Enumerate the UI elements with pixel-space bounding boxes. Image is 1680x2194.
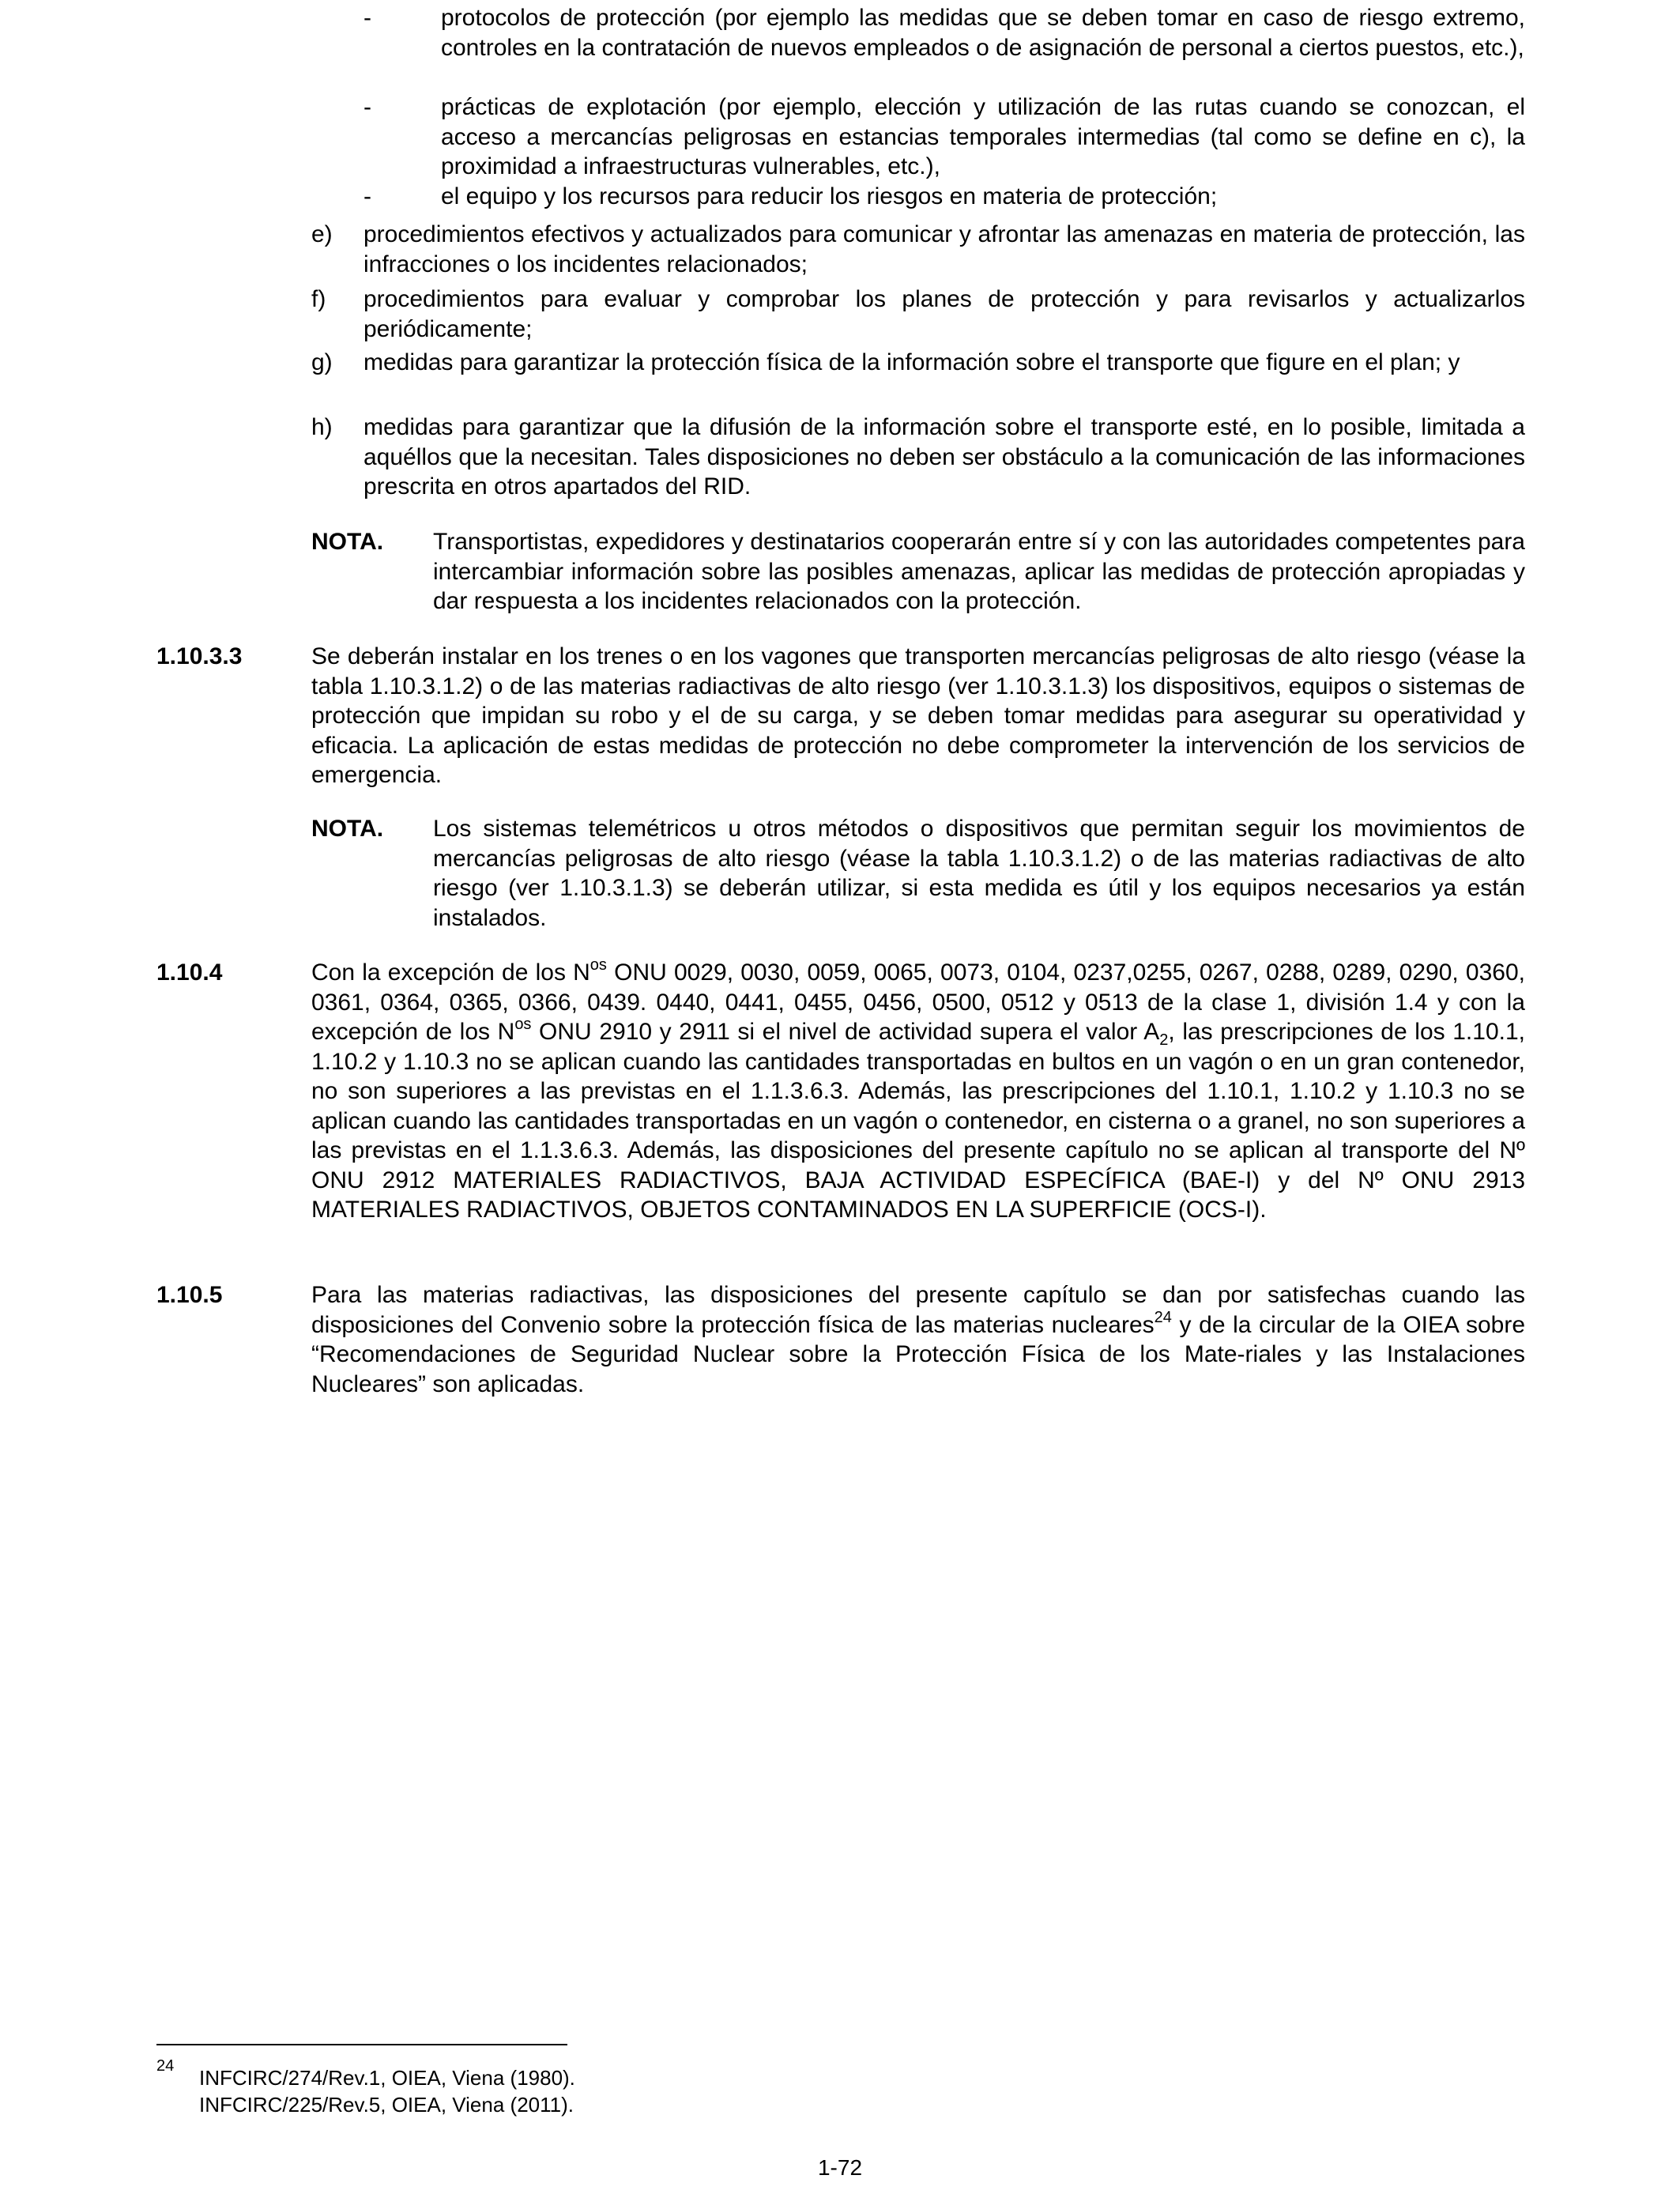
item-text: procedimientos efectivos y actualizados para comunicar y afrontar las amenazas en materia de protección, las infracciones o los incidentes relacionados; [363,221,1525,277]
dash-item-text: protocolos de protección (por ejemplo las medidas que se deben tomar en caso de riesgo extremo, controles en la contratación de nuevos empleados o de asignación de personal a ciertos puestos, etc.), [441,5,1525,61]
item-label: g) [311,349,333,375]
section-text: Se deberán instalar en los trenes o en los vagones que transporten mercancías peligrosas de alto riesgo (véase la tabla 1.10.3.1.2) o de las materias radiactivas de alto riesgo (ver 1.10.3.1.3) los dispositivos, equipos o sistemas de protección que impidan su robo y el de su carga, y se deben tomar medidas para asegurar su operatividad y eficacia. La aplicación de estas medidas de protección no debe comprometer la intervención de los servicios de emergencia. [311,643,1525,788]
footnote-number: 24 [156,2057,175,2075]
footnote-separator [156,2044,567,2045]
subscript: 2 [1159,1031,1169,1049]
section-number: 1.10.3.3 [156,643,243,669]
section-text [311,958,1525,1225]
footnote-line: INFCIRC/274/Rev.1, OIEA, Viena (1980). [199,2066,575,2090]
section-number: 1.10.5 [156,1282,223,1308]
section-text [311,1280,1525,1399]
dash-marker: - [363,94,371,120]
dash-marker: - [363,5,371,31]
item-label: e) [311,221,333,247]
text-run: Con la excepción de los N [311,959,590,986]
item-label: f) [311,286,326,312]
text-run: ONU 0029, 0030, 0059, 0065, 0073, 0104, 0237,0255, 0267, 0288, 0289, 0290, 0360, 0361, 0364, 0365, 0366, 0439. 0440, 0441, 0455, 0456, 0500, 0512 y 0513 de la clase 1, división 1.4 y con la excepción de los N [311,959,1525,1045]
dash-item-text: prácticas de explotación (por ejemplo, elección y utilización de las rutas cuando se conozcan, el acceso a mercancías peligrosas en estancias temporales intermedias (tal como se define en c), la proximidad a infraestructuras vulnerables, etc.), [441,94,1525,179]
item-text: procedimientos para evaluar y comprobar los planes de protección y para revisarlos y actualizarlos periódicamente; [363,286,1525,342]
text-run: y de la circular de la OIEA sobre “Recomendaciones de Seguridad Nuclear sobre la Protección Física de los Mate-riales y las Instalaciones Nucleares” son aplicadas. [311,1311,1526,1397]
note-text: Los sistemas telemétricos u otros métodos o dispositivos que permitan seguir los movimientos de mercancías peligrosas de alto riesgo (véase la tabla 1.10.3.1.2) o de las materias radiactivas de alto riesgo (ver 1.10.3.1.3) se deberán utilizar, si esta medida es útil y los equipos necesarios ya están instalados. [433,816,1525,931]
item-label: h) [311,414,333,440]
dash-item-text: el equipo y los recursos para reducir los riesgos en materia de protección; [441,183,1218,209]
note-label: NOTA. [311,529,384,555]
text-run: Para las materias radiactivas, las disposiciones del presente capítulo se dan por satisfechas cuando las disposiciones del Convenio sobre la protección física de las materias nucleares [311,1282,1525,1338]
item-text: medidas para garantizar que la difusión de la información sobre el transporte esté, en lo posible, limitada a aquéllos que la necesitan. Tales disposiciones no deben ser obstáculo a la comunicación de las informaciones prescrita en otros apartados del RID. [363,414,1525,499]
page-number: 1-72 [817,2155,863,2180]
superscript: os [514,1016,532,1033]
superscript: os [590,956,607,974]
section-number: 1.10.4 [156,959,223,986]
footnote-line: INFCIRC/225/Rev.5, OIEA, Viena (2011). [199,2093,574,2117]
item-text: medidas para garantizar la protección física de la información sobre el transporte que figure en el plan; y [363,349,1460,375]
text-run: ONU 2910 y 2911 si el nivel de actividad supera el valor A [531,1019,1160,1045]
text-run: , las prescripciones de los 1.10.1, 1.10.2 y 1.10.3 no se aplican cuando las cantidades transportadas en bultos en un vagón o en un gran contenedor, no son superiores a las previstas en el 1.1.3.6.3. Además, las prescripciones del 1.10.1, 1.10.2 y 1.10.3 no se aplican cuando las cantidades transportadas en un vagón o contenedor, en cisterna o a granel, no son superiores a las previstas en el 1.1.3.6.3. Además, las disposiciones del presente capítulo no se aplican al transporte del Nº ONU 2912 MATERIALES RADIACTIVOS, BAJA ACTIVIDAD ESPECÍFICA (BAE-I) y del Nº ONU 2913 MATERIALES RADIACTIVOS, OBJETOS CONTAMINADOS EN LA SUPERFICIE (OCS-I). [311,1019,1525,1223]
note-label: NOTA. [311,816,384,842]
note-text: Transportistas, expedidores y destinatarios cooperarán entre sí y con las autoridades competentes para intercambiar información sobre las posibles amenazas, aplicar las medidas de protección apropiadas y dar respuesta a los incidentes relacionados con la protección. [433,529,1525,614]
dash-marker: - [363,183,371,209]
footnote-reference[interactable]: 24 [1154,1308,1172,1326]
